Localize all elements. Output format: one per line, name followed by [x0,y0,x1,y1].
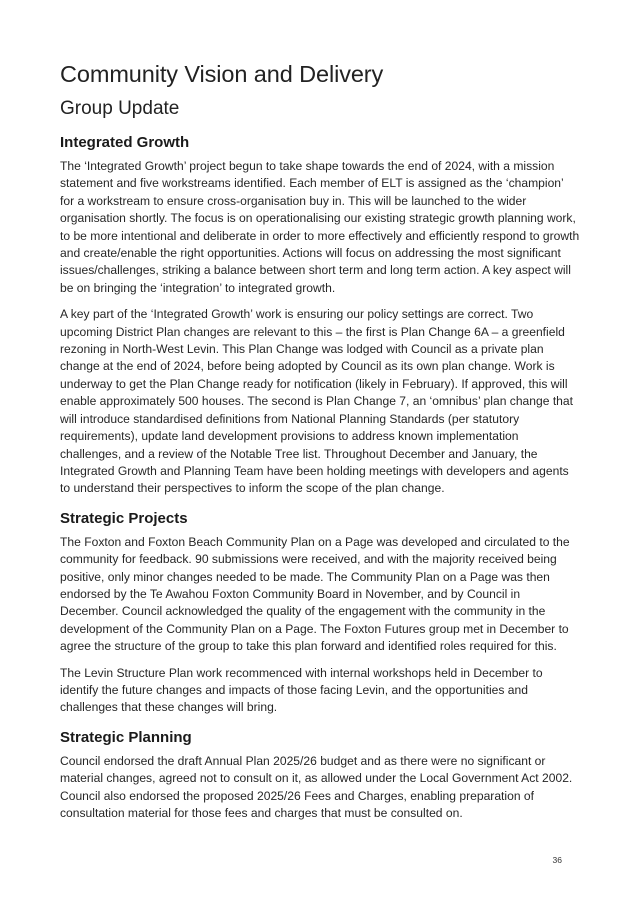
page-title: Community Vision and Delivery [60,61,384,87]
page-subtitle: Group Update [60,98,180,119]
paragraph: The Foxton and Foxton Beach Community Plan on a Page was developed and circulated to the community for feedback. 90 submissions were received, and with the majority received being positive, only minor changes needed to be made. The Community Plan on a Page was then endorsed by the Te Awahou Foxton Community Board in November, and by Council in December. Council acknowledged the quality of the engagement with the community in the development of the Community Plan on a Page. The Foxton Futures group met in December to agree the structure of the group to take this plan forward and identified roles required for this. [60,534,570,654]
section-strategic-projects [60,508,580,717]
section-heading: Integrated Growth [60,134,190,151]
paragraph: The ‘Integrated Growth’ project begun to take shape towards the end of 2024, with a mission statement and five workstreams identified. Each member of ELT is assigned as the ‘champion’ for a workstream to ensure cross-organisation buy in. This will be launched to the wider organisation shortly. The focus is on operationalising our existing strategic growth planning work, to be more intentional and deliberate in order to more effectively and efficiently respond to growth and create/enable the right opportunities. Actions will focus on addressing the most significant issues/challenges, striking a balance between short term and long term action. A key aspect will be on bringing the ‘integration’ to integrated growth. [60,159,580,295]
paragraph: A key part of the ‘Integrated Growth’ work is ensuring our policy settings are correct. Two upcoming District Plan changes are relevant to this – the first is Plan Change 6A – a greenfield rezoning in North-West Levin. This Plan Change was lodged with Council as a private plan change at the end of 2024, before being adopted by Council as its own plan change. Work is underway to get the Plan Change ready for notification (likely in February). If approved, this will enable approximately 500 houses. The second is Plan Change 7, an ‘omnibus’ plan change that will introduce standardised definitions from National Planning Standards (per statutory requirements), update land development provisions to address known implementation challenges, and a review of the Notable Tree list. Throughout December and January, the Integrated Growth and Planning Team have been holding meetings with developers and agents to understand their perspectives to inform the scope of the plan change. [60,307,573,496]
section-integrated-growth [60,132,580,498]
document-page [60,58,580,831]
paragraph: The Levin Structure Plan work recommenced with internal workshops held in December to identify the future changes and impacts of those facing Levin, and the opportunities and challenges that these changes will bring. [60,665,543,715]
page-number: 36 [552,855,562,865]
section-strategic-planning [60,727,580,823]
section-heading: Strategic Projects [60,509,188,527]
section-heading: Strategic Planning [60,728,192,746]
paragraph: Council endorsed the draft Annual Plan 2025/26 budget and as there were no significant or material changes, agreed not to consult on it, as allowed under the Local Government Act 2002. Council also endorsed the proposed 2025/26 Fees and Charges, enabling preparation of consultation material for those fees and charges that must be consulted on. [60,753,573,820]
